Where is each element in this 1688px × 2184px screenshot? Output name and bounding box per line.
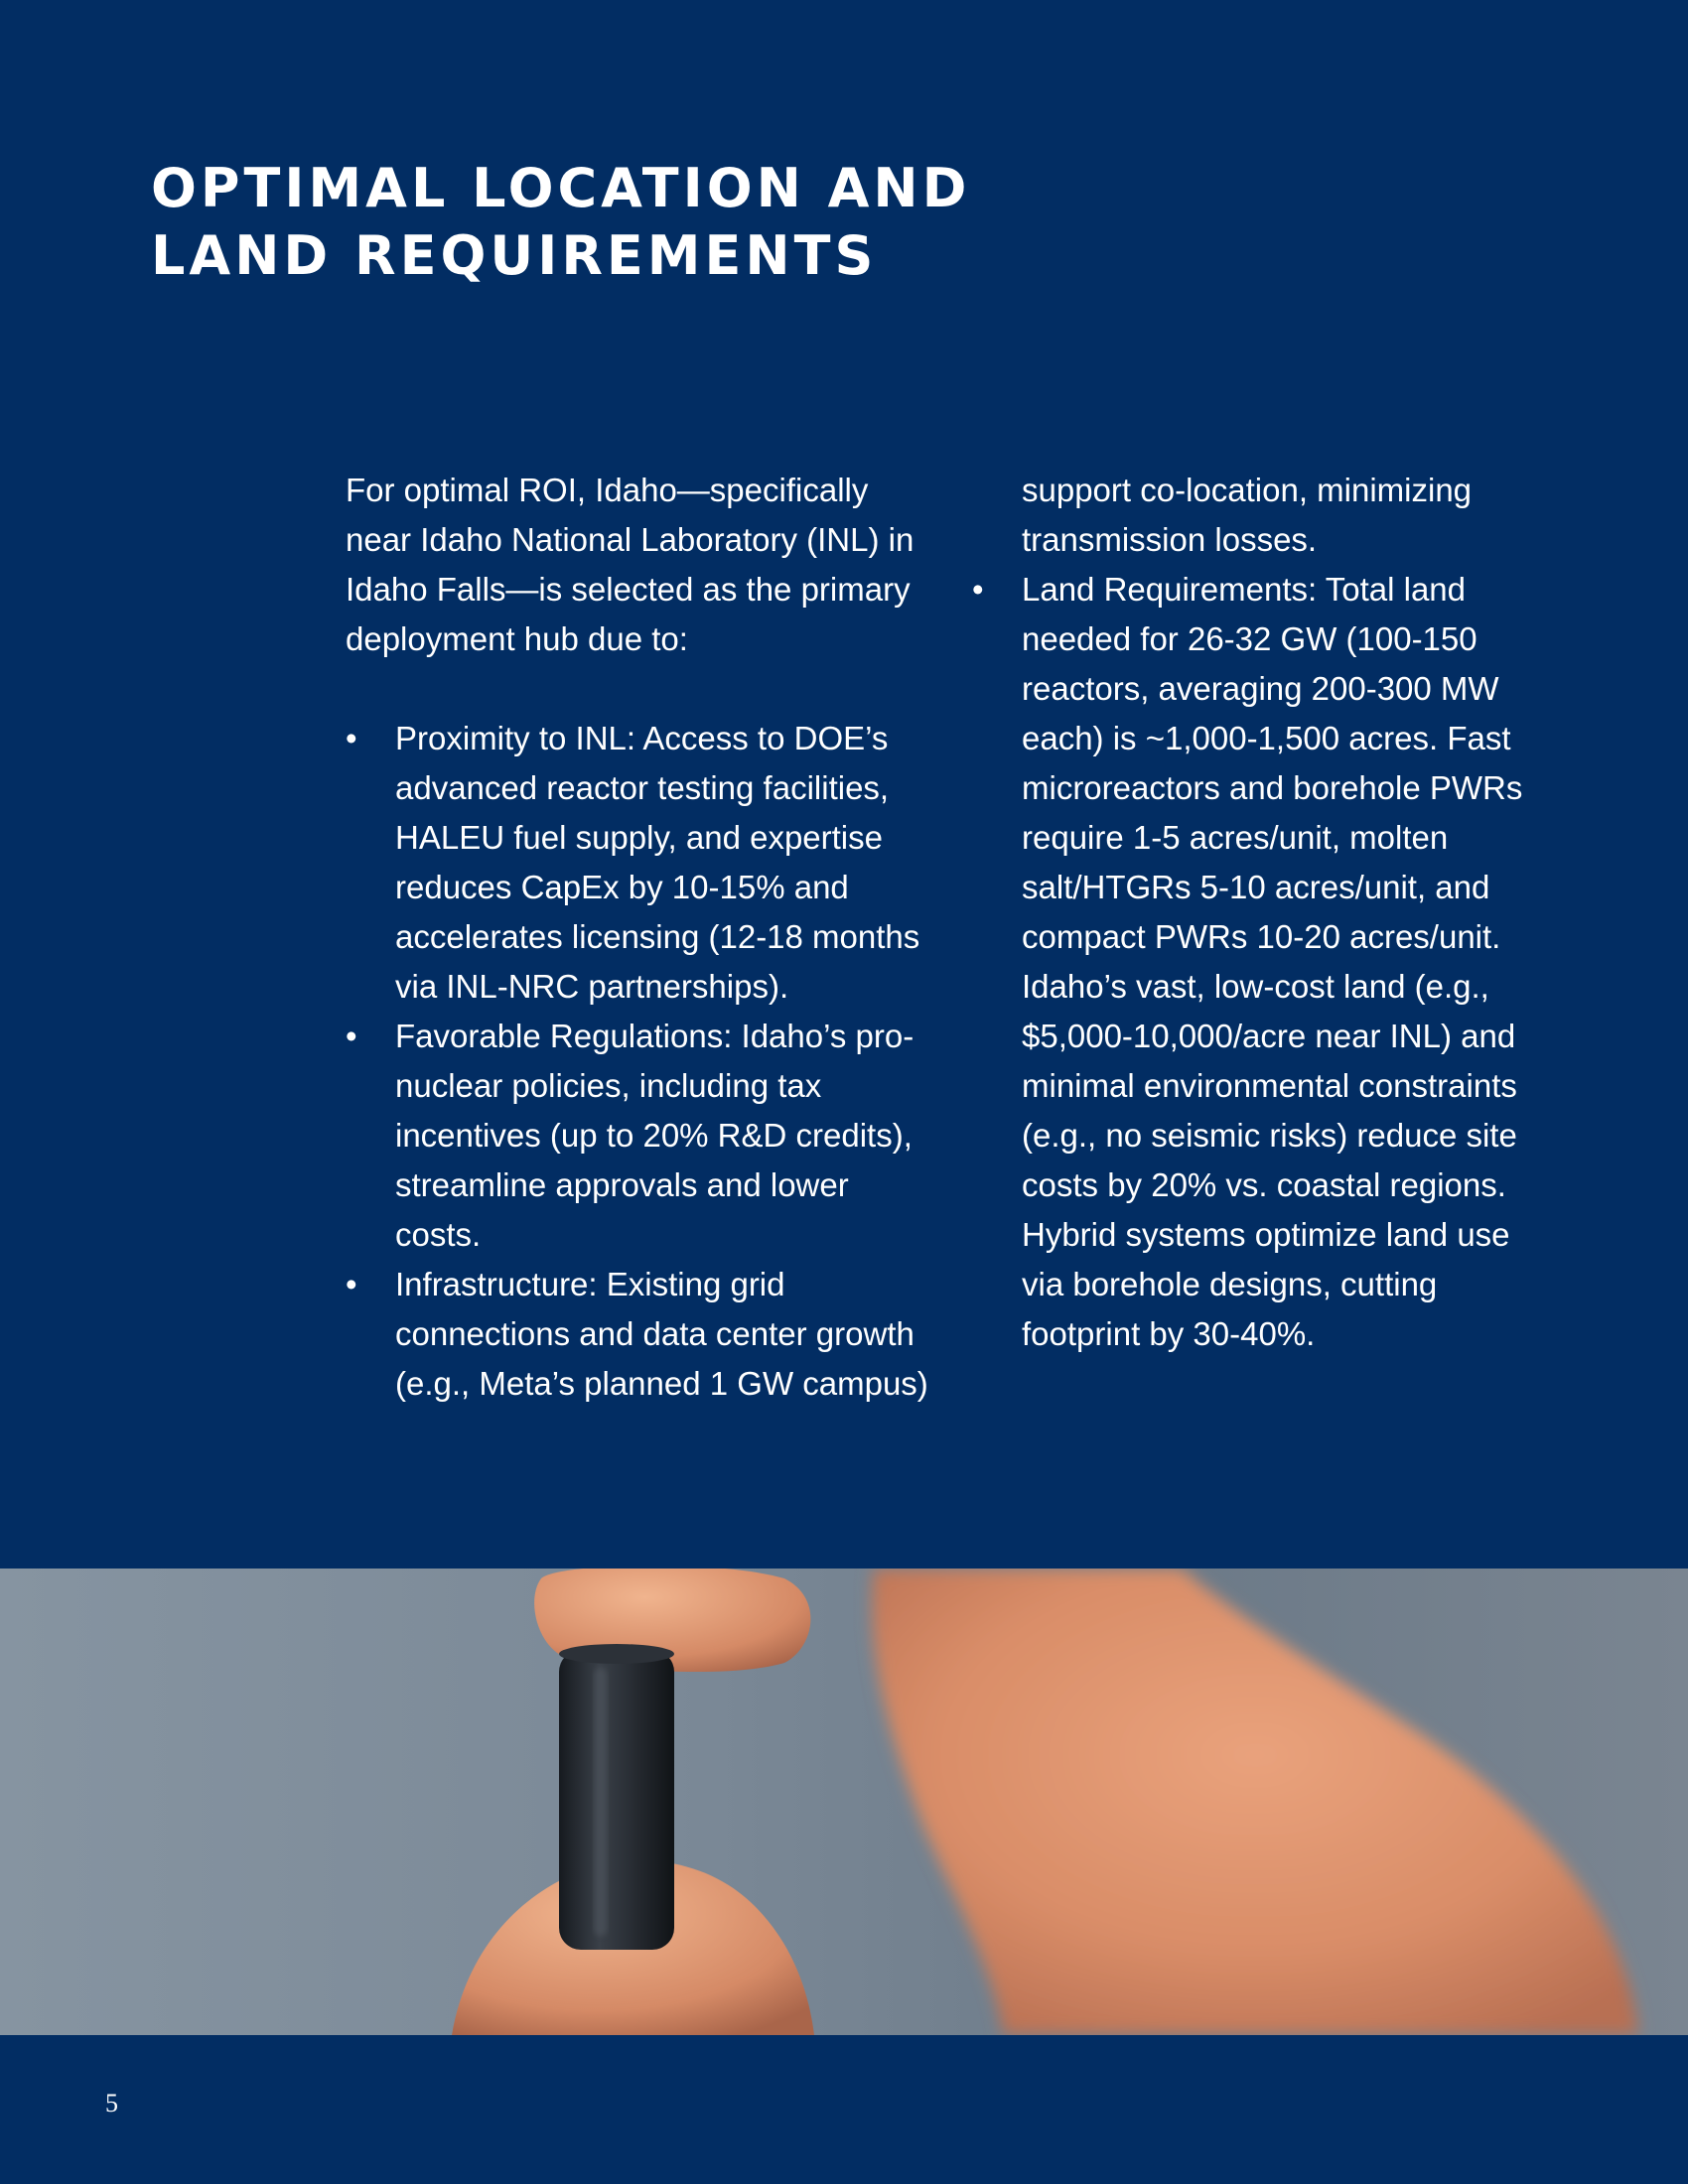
fuel-pellet-illustration	[0, 1569, 1688, 2035]
fuel-pellet-top	[559, 1644, 674, 1664]
page-title-line-1: OPTIMAL LOCATION AND	[151, 157, 971, 219]
fuel-pellet-photo	[0, 1569, 1688, 2035]
fuel-pellet	[559, 1650, 674, 1950]
bullet-item-regulations: • Favorable Regulations: Idaho’s pro-nuclear policies, including tax incentives (up to 20% R&D credits), streamline approvals and lower costs.	[346, 1012, 930, 1260]
page-title	[151, 155, 970, 290]
page-number: 5	[105, 2089, 118, 2117]
fuel-pellet-highlight	[594, 1668, 608, 1936]
intro-paragraph: For optimal ROI, Idaho—specifically near Idaho National Laboratory (INL) in Idaho Falls—is selected as the primary deployment hub due to:	[346, 472, 914, 657]
bullet-item-proximity: • Proximity to INL: Access to DOE’s advanced reactor testing facilities, HALEU fuel supply, and expertise reduces CapEx by 10-15% and accelerates licensing (12-18 months via INL-NRC partnerships).	[346, 714, 930, 1012]
bullet-item-land-requirements: • Land Requirements: Total land needed for 26-32 GW (100-150 reactors, averaging 200-300 MW each) is ~1,000-1,500 acres. Fast microreactors and borehole PWRs require 1-5 acres/unit, molten salt/HTGRs 5-10 acres/unit, and compact PWRs 10-20 acres/unit. Idaho’s vast, low-cost land (e.g., $5,000-10,000/acre near INL) and minimal environmental constraints (e.g., no seismic risks) reduce site costs by 20% vs. coastal regions. Hybrid systems optimize land use via borehole designs, cutting footprint by 30-40%.	[972, 565, 1557, 1359]
bullet-item-infrastructure: • Infrastructure: Existing grid connections and data center growth (e.g., Meta’s planned 1 GW campus) support co-location, minimizing transmission losses.	[346, 466, 1557, 1458]
body-text-columns	[346, 466, 1557, 1458]
page-title-line-2: LAND REQUIREMENTS	[151, 224, 878, 287]
